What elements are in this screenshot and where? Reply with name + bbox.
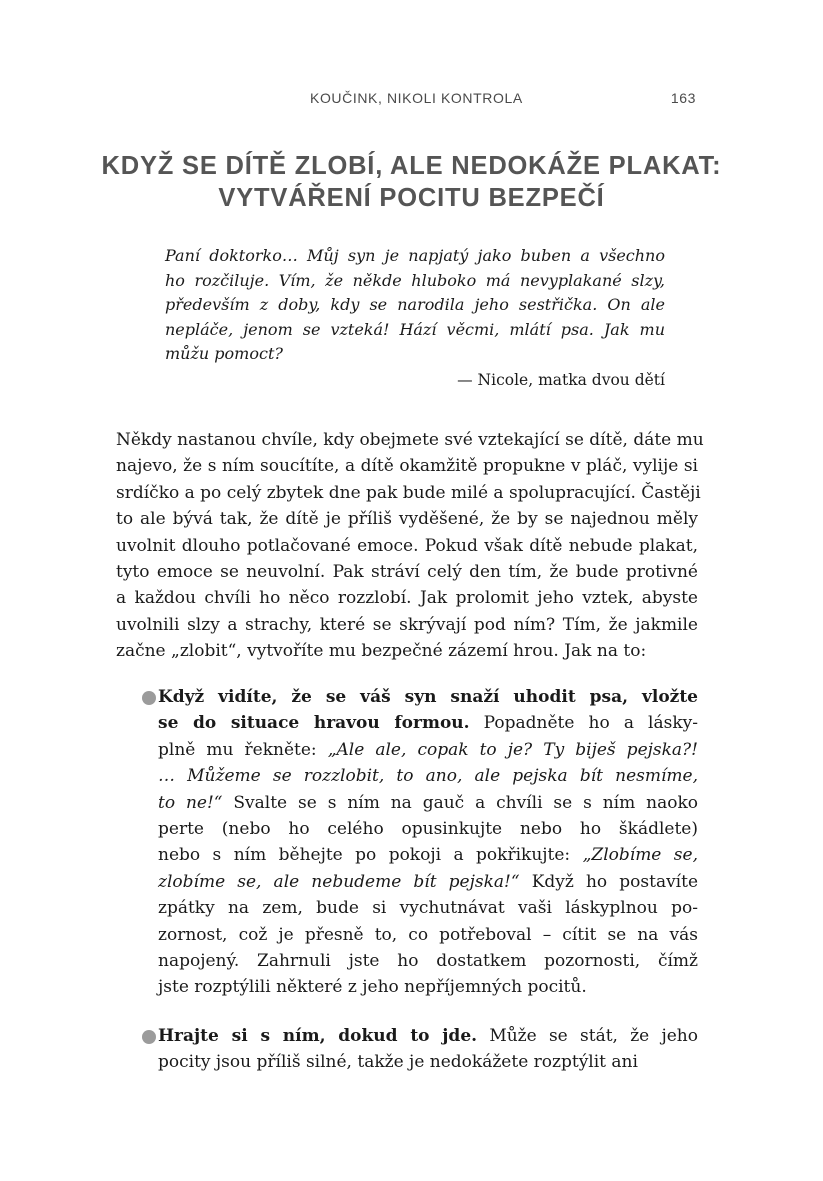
text-run: zpátky na zem, bude si vychutnávat vaši láskyplnou po- <box>158 898 698 919</box>
bullet-line <box>158 710 698 736</box>
paragraph-line: najevo, že s ním soucítíte, a dítě okamžitě propukne v pláč, vylije si <box>116 456 698 477</box>
epigraph-line: Paní doktorko… Můj syn je napjatý jako buben a všechno <box>165 246 665 265</box>
paragraph-line: tyto emoce se neuvolní. Pak stráví celý den tím, že bude protivné <box>116 562 698 583</box>
text-run: Svalte se s ním na gauč a chvíli se s ním naoko <box>222 792 698 813</box>
bold-text: Když vidíte, že se váš syn snaží uhodit psa, vložte <box>158 687 698 707</box>
italic-text: „Zlobíme se, <box>582 845 698 866</box>
running-head-title: KOUČINK, NIKOLI KONTROLA <box>310 90 523 106</box>
bullet-line <box>158 869 698 895</box>
text-run: napojený. Zahrnuli jste ho dostatkem pozornosti, čímž <box>158 951 698 972</box>
bold-text: Hrajte si s ním, dokud to jde. <box>158 1026 478 1046</box>
paragraph-line: srdíčko a po celý zbytek dne pak bude milé a spolupracující. Častěji <box>116 482 701 503</box>
body-paragraph <box>116 427 704 665</box>
bullet-line <box>158 816 698 842</box>
text-run: Popadněte ho a lásky- <box>469 713 698 734</box>
bullet-text <box>158 684 698 1001</box>
bullet-line <box>158 763 698 789</box>
italic-text: … Můžeme se rozzlobit, to ano, ale pejska bít nesmíme, <box>158 766 698 787</box>
text-run: Když ho postavíte <box>519 871 699 892</box>
epigraph-line: můžu pomoct? <box>165 344 283 363</box>
paragraph-line: uvolnit dlouho potlačované emoce. Pokud však dítě nebude plakat, <box>116 535 698 556</box>
italic-text: zlobíme se, ale nebudeme bít pejska!“ <box>158 871 520 892</box>
text-run: pocity jsou příliš silné, takže je nedokážete rozptýlit ani <box>158 1052 638 1073</box>
bullet-line <box>158 684 698 710</box>
paragraph-line: to ale bývá tak, že dítě je příliš vyděšené, že by se najednou měly <box>116 509 698 530</box>
italic-text: to ne!“ <box>158 792 223 813</box>
running-head <box>160 90 696 114</box>
text-run: jste rozptýlili některé z jeho nepříjemných pocitů. <box>158 977 587 998</box>
chapter-title <box>100 150 723 214</box>
bullet-line <box>158 842 698 868</box>
page-number: 163 <box>670 90 696 106</box>
paragraph-line: uvolnili slzy a strachy, které se skrývají pod ním? Tím, že jakmile <box>116 614 698 635</box>
bullet-line <box>158 948 698 974</box>
bullet-dot-icon <box>142 691 156 705</box>
epigraph-line: ho rozčiluje. Vím, že někde hluboko má nevyplakané slzy, <box>165 270 665 290</box>
chapter-title-line: VYTVÁŘENÍ POCITU BEZPEČÍ <box>218 184 605 212</box>
paragraph-line: začne „zlobit“, vytvoříte mu bezpečné zázemí hrou. Jak na to: <box>116 641 647 662</box>
chapter-title-line: KDYŽ SE DÍTĚ ZLOBÍ, ALE NEDOKÁŽE PLAKAT: <box>101 152 722 180</box>
italic-text: „Ale ale, copak to je? Ty biješ pejska?! <box>327 739 699 760</box>
bullet-text <box>158 1023 698 1076</box>
bullet-line <box>158 737 698 763</box>
bullet-line <box>158 1049 698 1075</box>
bullet-dot-icon <box>142 1030 156 1044</box>
text-run: Může se stát, že jeho <box>477 1026 698 1046</box>
text-run: zornost, což je přesně to, co potřeboval – cítit se na vás <box>158 924 698 945</box>
epigraph-line: nepláče, jenom se vzteká! Hází věcmi, mlátí psa. Jak mu <box>165 319 665 339</box>
bullet-line <box>158 974 698 1000</box>
bold-text: se do situace hravou formou. <box>158 713 470 734</box>
epigraph-line: především z doby, kdy se narodila jeho sestřička. On ale <box>165 295 665 314</box>
bullet-line <box>158 922 698 948</box>
bullet-line <box>158 1023 698 1049</box>
text-run: nebo s ním běhejte po pokoji a pokřikujte: <box>158 845 583 866</box>
paragraph-line: a každou chvíli ho něco rozzlobí. Jak prolomit jeho vztek, abyste <box>116 588 698 609</box>
paragraph-line: Někdy nastanou chvíle, kdy obejmete své vztekající se dítě, dáte mu <box>116 430 704 450</box>
epigraph-attribution: — Nicole, matka dvou dětí <box>457 371 665 389</box>
text-run: perte (nebo ho celého opusinkujte nebo ho škádlete) <box>158 819 698 840</box>
bullet-line <box>158 790 698 816</box>
epigraph-quote <box>165 244 665 367</box>
text-run: plně mu řekněte: <box>158 739 328 760</box>
bullet-line <box>158 895 698 921</box>
